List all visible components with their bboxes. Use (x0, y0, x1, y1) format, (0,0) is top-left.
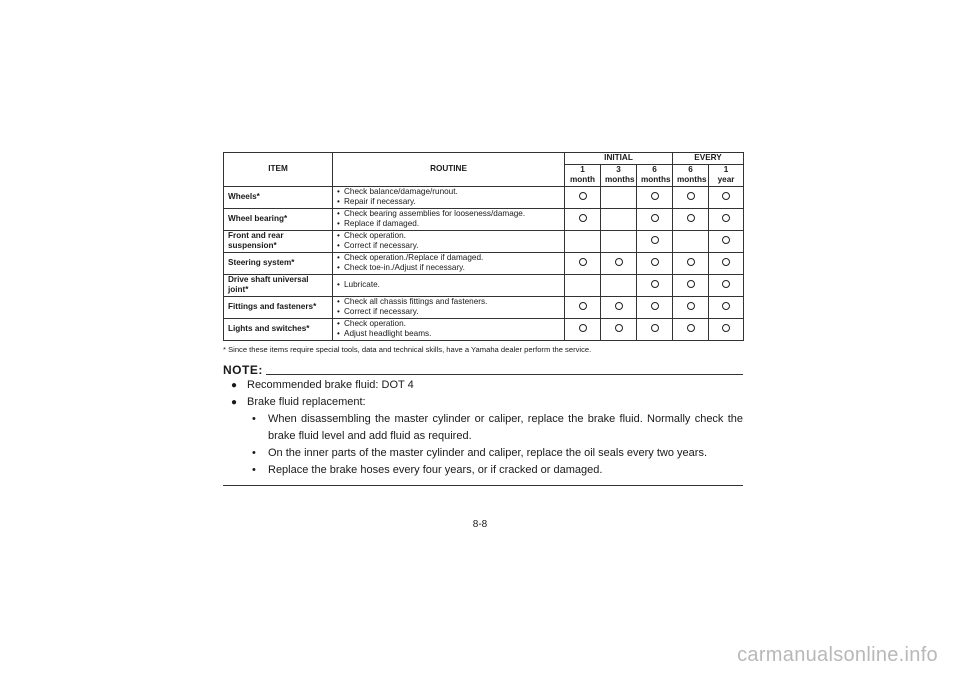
note-sub-bullet: • Replace the brake hoses every four years, or if cracked or damaged. (227, 462, 743, 479)
circle-mark-icon (579, 192, 587, 200)
note-sub-bullet: • On the inner parts of the master cylinder and caliper, replace the oil seals every two years. (227, 445, 743, 462)
interval-cell (601, 318, 637, 340)
circle-mark-icon (579, 324, 587, 332)
routine-cell (333, 230, 565, 252)
routine-cell (333, 318, 565, 340)
circle-mark-icon (651, 192, 659, 200)
circle-mark-icon (722, 302, 730, 310)
note-sub-bullet: • When disassembling the master cylinder or caliper, replace the brake fluid. Normally check the brake fluid level and add fluid as required. (227, 411, 743, 445)
interval-cell (637, 208, 673, 230)
circle-mark-icon (687, 258, 695, 266)
interval-cell (601, 252, 637, 274)
interval-cell (637, 274, 673, 296)
interval-cell (709, 318, 744, 340)
interval-cell (673, 318, 709, 340)
item-cell: Wheels* (224, 186, 333, 208)
header-interval (601, 164, 637, 186)
interval-cell (601, 296, 637, 318)
header-every: EVERY (673, 153, 744, 165)
routine-step: • Check bearing assemblies for looseness/damage. (337, 209, 560, 220)
table-row (224, 230, 744, 252)
interval-cell (709, 230, 744, 252)
interval-cell (601, 208, 637, 230)
table-row (224, 274, 744, 296)
interval-cell (637, 252, 673, 274)
interval-cell (565, 274, 601, 296)
interval-cell (709, 274, 744, 296)
circle-mark-icon (687, 192, 695, 200)
circle-mark-icon (651, 258, 659, 266)
item-cell: Wheel bearing* (224, 208, 333, 230)
header-item: ITEM (224, 153, 333, 187)
circle-mark-icon (615, 324, 623, 332)
note-bullet: ● Recommended brake fluid: DOT 4 (227, 377, 743, 394)
interval-number: 6 (688, 164, 693, 174)
header-routine: ROUTINE (333, 153, 565, 187)
note-header (223, 363, 743, 377)
routine-step: • Adjust headlight beams. (337, 329, 560, 340)
item-cell: Drive shaft universal joint* (224, 274, 333, 296)
routine-step: • Replace if damaged. (337, 219, 560, 230)
maintenance-sheet (223, 152, 743, 486)
circle-mark-icon (579, 258, 587, 266)
interval-cell (565, 318, 601, 340)
routine-cell (333, 296, 565, 318)
interval-cell (673, 208, 709, 230)
interval-cell (601, 274, 637, 296)
interval-unit: months (641, 175, 671, 184)
interval-number: 1 (723, 164, 729, 174)
circle-mark-icon (687, 214, 695, 222)
circle-mark-icon (651, 236, 659, 244)
table-row (224, 296, 744, 318)
item-cell: Steering system* (224, 252, 333, 274)
interval-unit: months (605, 175, 635, 184)
interval-cell (565, 296, 601, 318)
circle-mark-icon (722, 214, 730, 222)
routine-step: • Correct if necessary. (337, 241, 560, 252)
routine-step: • Check operation. (337, 231, 560, 242)
interval-cell (709, 208, 744, 230)
routine-step: • Check operation. (337, 319, 560, 330)
interval-number: 6 (652, 164, 657, 174)
circle-mark-icon (579, 302, 587, 310)
header-interval (637, 164, 673, 186)
circle-mark-icon (615, 258, 623, 266)
routine-cell (333, 274, 565, 296)
note-label: NOTE: (223, 362, 263, 377)
watermark: carmanualsonline.info (737, 644, 938, 666)
table-footnote: * Since these items require special tools, data and technical skills, have a Yamaha dealer perform the service. (223, 344, 592, 354)
interval-cell (637, 296, 673, 318)
routine-cell (333, 186, 565, 208)
routine-cell (333, 252, 565, 274)
circle-mark-icon (722, 324, 730, 332)
header-interval (565, 164, 601, 186)
interval-cell (565, 186, 601, 208)
interval-number: 1 (580, 164, 585, 174)
circle-mark-icon (651, 214, 659, 222)
circle-mark-icon (722, 192, 730, 200)
routine-step: • Correct if necessary. (337, 307, 560, 318)
circle-mark-icon (579, 214, 587, 222)
routine-cell (333, 208, 565, 230)
routine-step: • Check all chassis fittings and fasteners. (337, 297, 560, 308)
circle-mark-icon (687, 324, 695, 332)
table-row (224, 318, 744, 340)
header-interval (673, 164, 709, 186)
routine-step: • Check toe-in./Adjust if necessary. (337, 263, 560, 274)
interval-cell (673, 252, 709, 274)
interval-cell (637, 230, 673, 252)
interval-cell (673, 186, 709, 208)
circle-mark-icon (651, 324, 659, 332)
interval-cell (565, 252, 601, 274)
item-cell: Front and rear suspension* (224, 230, 333, 252)
routine-step: • Repair if necessary. (337, 197, 560, 208)
interval-cell (709, 186, 744, 208)
interval-cell (673, 296, 709, 318)
interval-cell (709, 252, 744, 274)
interval-cell (673, 274, 709, 296)
interval-unit: month (569, 175, 595, 184)
routine-step: • Check balance/damage/runout. (337, 187, 560, 198)
circle-mark-icon (722, 280, 730, 288)
circle-mark-icon (687, 302, 695, 310)
header-interval (709, 164, 744, 186)
interval-cell (637, 318, 673, 340)
interval-cell (565, 230, 601, 252)
circle-mark-icon (651, 280, 659, 288)
interval-cell (565, 208, 601, 230)
circle-mark-icon (722, 258, 730, 266)
interval-cell (709, 296, 744, 318)
item-cell: Lights and switches* (224, 318, 333, 340)
interval-cell (601, 186, 637, 208)
circle-mark-icon (615, 302, 623, 310)
circle-mark-icon (722, 236, 730, 244)
table-row (224, 252, 744, 274)
page-number: 8-8 (472, 519, 488, 530)
interval-cell (637, 186, 673, 208)
routine-step: • Check operation./Replace if damaged. (337, 253, 560, 264)
circle-mark-icon (651, 302, 659, 310)
note-divider (266, 374, 743, 375)
interval-number: 3 (616, 164, 621, 174)
table-body (224, 186, 744, 340)
interval-cell (601, 230, 637, 252)
note-bottom-divider (223, 485, 743, 486)
interval-unit: months (677, 175, 707, 184)
interval-cell (673, 230, 709, 252)
table-row (224, 186, 744, 208)
circle-mark-icon (687, 280, 695, 288)
routine-step: • Lubricate. (337, 280, 560, 291)
header-initial: INITIAL (565, 153, 673, 165)
maintenance-table (223, 152, 744, 341)
note-bullet: ● Brake fluid replacement: (227, 394, 743, 411)
interval-unit: year (717, 175, 735, 184)
item-cell: Fittings and fasteners* (224, 296, 333, 318)
note-body (223, 377, 743, 479)
table-row (224, 208, 744, 230)
